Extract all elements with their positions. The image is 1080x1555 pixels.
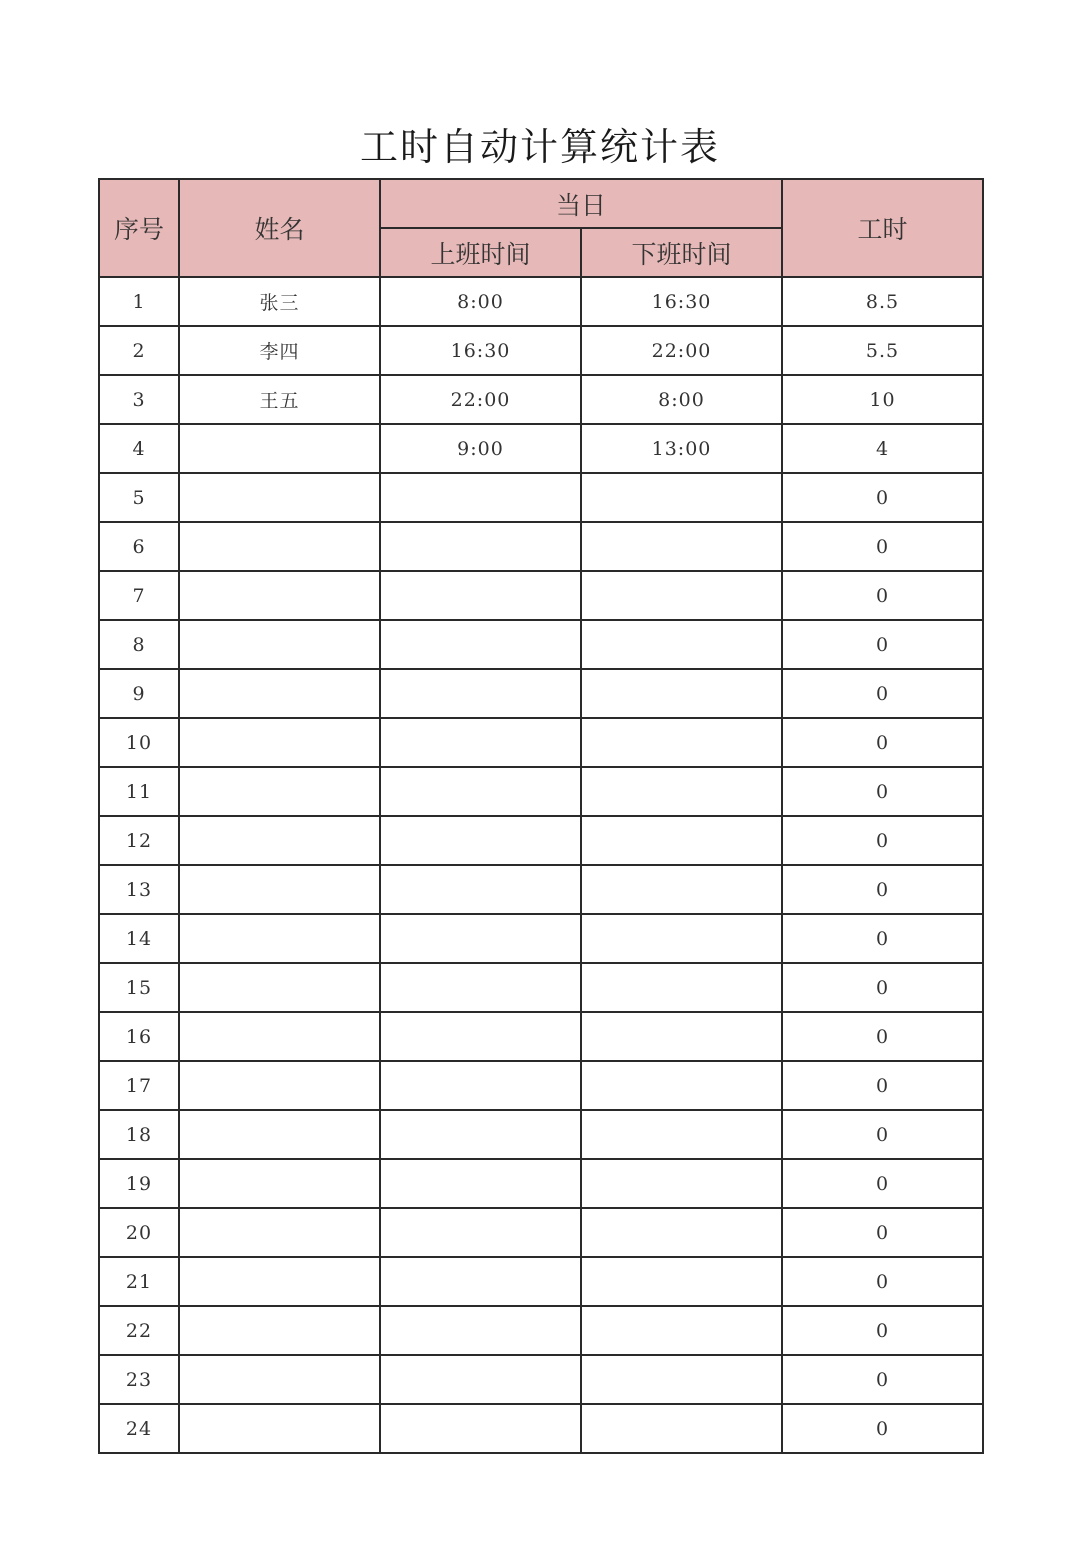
start-time-cell[interactable]: 22:00	[380, 375, 581, 424]
hours-cell[interactable]: 0	[782, 522, 983, 571]
table-row	[99, 963, 983, 1012]
table-row	[99, 816, 983, 865]
seq-cell[interactable]: 8	[99, 620, 179, 669]
name-cell[interactable]	[179, 1159, 380, 1208]
table-row	[99, 277, 983, 326]
end-time-cell[interactable]	[581, 914, 782, 963]
name-cell[interactable]	[179, 1110, 380, 1159]
end-time-cell[interactable]	[581, 571, 782, 620]
name-cell[interactable]	[179, 424, 380, 473]
table-row	[99, 620, 983, 669]
seq-cell[interactable]: 14	[99, 914, 179, 963]
seq-cell[interactable]: 15	[99, 963, 179, 1012]
seq-cell[interactable]: 3	[99, 375, 179, 424]
seq-cell[interactable]: 2	[99, 326, 179, 375]
start-time-cell[interactable]	[380, 1110, 581, 1159]
start-time-cell[interactable]	[380, 669, 581, 718]
start-time-cell[interactable]: 16:30	[380, 326, 581, 375]
hours-cell[interactable]: 0	[782, 620, 983, 669]
name-cell[interactable]: 王五	[179, 375, 380, 424]
start-time-cell[interactable]	[380, 473, 581, 522]
hours-cell[interactable]: 0	[782, 963, 983, 1012]
header-end-time[interactable]: 下班时间	[581, 228, 782, 277]
end-time-cell[interactable]	[581, 473, 782, 522]
seq-cell[interactable]: 10	[99, 718, 179, 767]
name-cell[interactable]	[179, 1355, 380, 1404]
name-cell[interactable]	[179, 914, 380, 963]
end-time-cell[interactable]	[581, 1159, 782, 1208]
start-time-cell[interactable]	[380, 1355, 581, 1404]
end-time-cell[interactable]	[581, 1306, 782, 1355]
hours-cell[interactable]: 0	[782, 669, 983, 718]
start-time-cell[interactable]	[380, 1404, 581, 1453]
name-cell[interactable]: 张三	[179, 277, 380, 326]
seq-cell[interactable]: 1	[99, 277, 179, 326]
end-time-cell[interactable]	[581, 669, 782, 718]
end-time-cell[interactable]	[581, 620, 782, 669]
hours-cell[interactable]: 0	[782, 767, 983, 816]
table-row	[99, 522, 983, 571]
table-row	[99, 375, 983, 424]
name-cell[interactable]	[179, 522, 380, 571]
name-cell[interactable]	[179, 767, 380, 816]
start-time-cell[interactable]: 9:00	[380, 424, 581, 473]
end-time-cell[interactable]	[581, 1110, 782, 1159]
end-time-cell[interactable]	[581, 865, 782, 914]
hours-cell[interactable]: 0	[782, 1061, 983, 1110]
name-cell[interactable]	[179, 865, 380, 914]
hours-cell[interactable]: 5.5	[782, 326, 983, 375]
hours-cell[interactable]: 4	[782, 424, 983, 473]
hours-cell[interactable]: 0	[782, 1110, 983, 1159]
hours-cell[interactable]: 0	[782, 1257, 983, 1306]
start-time-cell[interactable]	[380, 1012, 581, 1061]
end-time-cell[interactable]	[581, 816, 782, 865]
end-time-cell[interactable]	[581, 1355, 782, 1404]
table-row	[99, 1061, 983, 1110]
seq-cell[interactable]: 12	[99, 816, 179, 865]
table-row	[99, 914, 983, 963]
start-time-cell[interactable]	[380, 522, 581, 571]
sheet-title: 工时自动计算统计表	[359, 125, 720, 169]
end-time-cell[interactable]	[581, 963, 782, 1012]
table-row	[99, 669, 983, 718]
start-time-cell[interactable]	[380, 1257, 581, 1306]
hours-cell[interactable]: 0	[782, 914, 983, 963]
seq-cell[interactable]: 13	[99, 865, 179, 914]
seq-cell[interactable]: 4	[99, 424, 179, 473]
hours-cell[interactable]: 0	[782, 1306, 983, 1355]
start-time-cell[interactable]	[380, 1061, 581, 1110]
end-time-cell[interactable]	[581, 1012, 782, 1061]
name-cell[interactable]	[179, 1306, 380, 1355]
start-time-cell[interactable]: 8:00	[380, 277, 581, 326]
hours-cell[interactable]: 0	[782, 1159, 983, 1208]
seq-cell[interactable]: 9	[99, 669, 179, 718]
end-time-cell[interactable]	[581, 1404, 782, 1453]
name-cell[interactable]	[179, 718, 380, 767]
header-name[interactable]: 姓名	[179, 179, 380, 277]
seq-cell[interactable]: 11	[99, 767, 179, 816]
end-time-cell[interactable]	[581, 718, 782, 767]
name-cell[interactable]	[179, 963, 380, 1012]
hours-cell[interactable]: 0	[782, 718, 983, 767]
hours-cell[interactable]: 0	[782, 1208, 983, 1257]
end-time-cell[interactable]	[581, 1208, 782, 1257]
end-time-cell[interactable]: 22:00	[581, 326, 782, 375]
name-cell[interactable]	[179, 1257, 380, 1306]
table-row	[99, 473, 983, 522]
header-day[interactable]: 当日	[380, 179, 782, 228]
hours-cell[interactable]: 0	[782, 1404, 983, 1453]
hours-cell[interactable]: 0	[782, 865, 983, 914]
table-row	[99, 424, 983, 473]
name-cell[interactable]	[179, 669, 380, 718]
hours-cell[interactable]: 0	[782, 1012, 983, 1061]
seq-cell[interactable]: 6	[99, 522, 179, 571]
name-cell[interactable]	[179, 1012, 380, 1061]
seq-cell[interactable]: 23	[99, 1355, 179, 1404]
hours-cell[interactable]: 10	[782, 375, 983, 424]
table-row	[99, 1355, 983, 1404]
seq-cell[interactable]: 20	[99, 1208, 179, 1257]
name-cell[interactable]: 李四	[179, 326, 380, 375]
header-start-time[interactable]: 上班时间	[380, 228, 581, 277]
hours-cell[interactable]: 8.5	[782, 277, 983, 326]
table-row	[99, 865, 983, 914]
header-row-top	[99, 179, 983, 228]
name-cell[interactable]	[179, 1061, 380, 1110]
table-row	[99, 1306, 983, 1355]
start-time-cell[interactable]	[380, 963, 581, 1012]
seq-cell[interactable]: 17	[99, 1061, 179, 1110]
table-row	[99, 1110, 983, 1159]
header-hours[interactable]: 工时	[782, 179, 983, 277]
table-row	[99, 1012, 983, 1061]
end-time-cell[interactable]	[581, 767, 782, 816]
table-row	[99, 326, 983, 375]
table-row	[99, 767, 983, 816]
table-row	[99, 1257, 983, 1306]
start-time-cell[interactable]	[380, 767, 581, 816]
name-cell[interactable]	[179, 620, 380, 669]
header-seq[interactable]: 序号	[99, 179, 179, 277]
end-time-cell[interactable]: 16:30	[581, 277, 782, 326]
start-time-cell[interactable]	[380, 571, 581, 620]
start-time-cell[interactable]	[380, 718, 581, 767]
seq-cell[interactable]: 5	[99, 473, 179, 522]
table-row	[99, 1159, 983, 1208]
seq-cell[interactable]: 16	[99, 1012, 179, 1061]
name-cell[interactable]	[179, 1404, 380, 1453]
start-time-cell[interactable]	[380, 1306, 581, 1355]
end-time-cell[interactable]	[581, 1061, 782, 1110]
seq-cell[interactable]: 21	[99, 1257, 179, 1306]
work-hours-table	[98, 178, 984, 1454]
end-time-cell[interactable]: 8:00	[581, 375, 782, 424]
start-time-cell[interactable]	[380, 816, 581, 865]
start-time-cell[interactable]	[380, 1208, 581, 1257]
seq-cell[interactable]: 18	[99, 1110, 179, 1159]
table-row	[99, 718, 983, 767]
start-time-cell[interactable]	[380, 620, 581, 669]
seq-cell[interactable]: 24	[99, 1404, 179, 1453]
hours-cell[interactable]: 0	[782, 473, 983, 522]
table-row	[99, 1404, 983, 1453]
seq-cell[interactable]: 7	[99, 571, 179, 620]
seq-cell[interactable]: 22	[99, 1306, 179, 1355]
hours-cell[interactable]: 0	[782, 571, 983, 620]
start-time-cell[interactable]	[380, 1159, 581, 1208]
end-time-cell[interactable]	[581, 1257, 782, 1306]
table-row	[99, 1208, 983, 1257]
start-time-cell[interactable]	[380, 914, 581, 963]
table-row	[99, 571, 983, 620]
name-cell[interactable]	[179, 571, 380, 620]
table-body	[99, 277, 983, 1453]
name-cell[interactable]	[179, 816, 380, 865]
hours-cell[interactable]: 0	[782, 1355, 983, 1404]
seq-cell[interactable]: 19	[99, 1159, 179, 1208]
name-cell[interactable]	[179, 473, 380, 522]
hours-cell[interactable]: 0	[782, 816, 983, 865]
end-time-cell[interactable]: 13:00	[581, 424, 782, 473]
end-time-cell[interactable]	[581, 522, 782, 571]
start-time-cell[interactable]	[380, 865, 581, 914]
name-cell[interactable]	[179, 1208, 380, 1257]
